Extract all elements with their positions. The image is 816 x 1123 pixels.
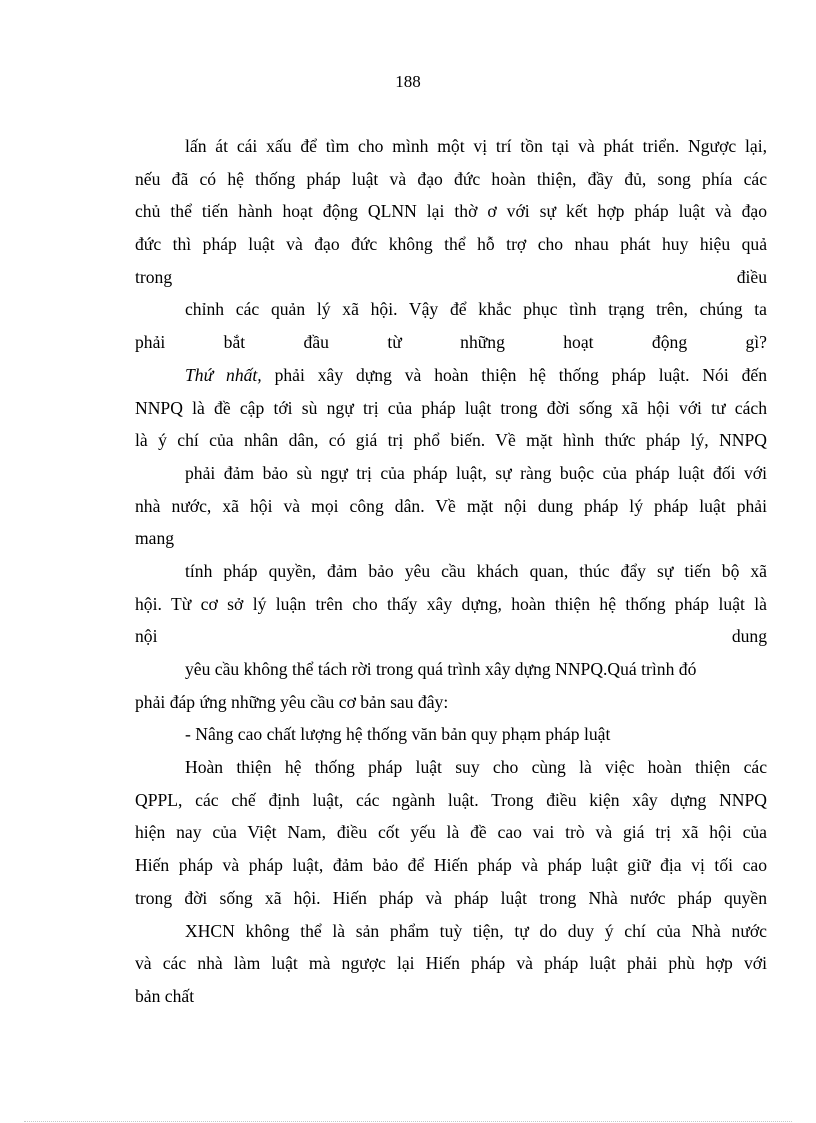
document-body: [135, 130, 767, 1013]
page-number: 188: [395, 72, 421, 91]
text-line: [135, 947, 767, 980]
text-line: [135, 653, 767, 686]
word: dung: [731, 626, 767, 647]
word: bắt: [223, 332, 246, 353]
word: từ: [387, 332, 402, 353]
word: những: [460, 332, 505, 353]
line-text: phải xây dựng và hoàn thiện hệ thống pháp luật. Nói đến: [261, 364, 767, 385]
line-text: hiện nay của Việt Nam, điều cốt yếu là đề cao vai trò và giá trị xã hội của: [135, 822, 767, 843]
text-line: [135, 686, 767, 719]
line-text: Hoàn thiện hệ thống pháp luật suy cho cùng là việc hoàn thiện các: [185, 757, 767, 778]
text-line: [135, 293, 767, 326]
word: điều: [736, 266, 767, 287]
line-text: hội. Từ cơ sở lý luận trên cho thấy xây dựng, hoàn thiện hệ thống pháp luật là: [135, 593, 767, 614]
word: trong: [135, 266, 173, 287]
text-line: [135, 522, 767, 555]
line-text: mang: [135, 528, 175, 549]
text-line: [135, 588, 767, 621]
line-text: QPPL, các chế định luật, các ngành luật. Trong điều kiện xây dựng NNPQ: [135, 789, 767, 810]
line-text: phải đảm bảo sù ngự trị của pháp luật, sự ràng buộc của pháp luật đối với: [185, 462, 767, 483]
word: đầu: [303, 332, 329, 353]
text-line: [135, 490, 767, 523]
line-text: yêu cầu không thể tách rời trong quá trình xây dựng NNPQ.Quá trình đó: [185, 659, 697, 679]
line-text: chủ thể tiến hành hoạt động QLNN lại thờ ơ với sự kết hợp pháp luật và đạo: [135, 201, 767, 222]
text-line: [135, 816, 767, 849]
text-line: [135, 980, 767, 1013]
line-text: là ý chí của nhân dân, có giá trị phổ biến. Về mặt hình thức pháp lý, NNPQ: [135, 430, 767, 451]
page-bottom-divider: [24, 1121, 792, 1122]
word: gì?: [745, 332, 767, 353]
word: nội: [135, 626, 158, 647]
line-text: trong đời sống xã hội. Hiến pháp và pháp luật trong Nhà nước pháp quyền: [135, 887, 767, 908]
text-line: [135, 849, 767, 882]
text-line: [135, 228, 767, 261]
word: hoạt: [563, 332, 594, 353]
text-line: [135, 130, 767, 163]
text-line: [135, 555, 767, 588]
text-line: [135, 751, 767, 784]
text-line: [135, 163, 767, 196]
word: động: [651, 332, 688, 353]
text-line: [135, 261, 767, 294]
text-line: [135, 620, 767, 653]
line-text: lấn át cái xấu để tìm cho mình một vị trí tồn tại và phát triển. Ngược lại,: [185, 136, 767, 156]
text-line: [135, 392, 767, 425]
text-line: [135, 326, 767, 359]
text-line: [135, 457, 767, 490]
line-text: - Nâng cao chất lượng hệ thống văn bản quy phạm pháp luật: [185, 724, 611, 745]
line-text: tính pháp quyền, đảm bảo yêu cầu khách quan, thúc đẩy sự tiến bộ xã: [185, 560, 767, 581]
text-line: [135, 915, 767, 948]
text-line: [135, 359, 767, 392]
text-line: [135, 718, 767, 751]
line-text: và các nhà làm luật mà ngược lại Hiến pháp và pháp luật phải phù hợp với: [135, 953, 767, 974]
line-text: chỉnh các quản lý xã hội. Vậy để khắc phục tình trạng trên, chúng ta: [185, 299, 767, 320]
line-text: XHCN không thể là sản phẩm tuỳ tiện, tự do duy ý chí của Nhà nước: [185, 920, 767, 941]
italic-lead: Thứ nhất,: [185, 364, 262, 385]
line-text: phải đáp ứng những yêu cầu cơ bản sau đây:: [135, 691, 449, 712]
text-line: [135, 784, 767, 817]
line-text: Hiến pháp và pháp luật, đảm bảo để Hiến pháp và pháp luật giữ địa vị tối cao: [135, 855, 767, 876]
line-text: nhà nước, xã hội và mọi công dân. Về mặt nội dung pháp lý pháp luật phải: [135, 495, 767, 516]
line-text: nếu đã có hệ thống pháp luật và đạo đức hoàn thiện, đầy đủ, song phía các: [135, 168, 767, 189]
line-text: đức thì pháp luật và đạo đức không thể hỗ trợ cho nhau phát huy hiệu quả: [135, 234, 767, 255]
line-text: bản chất: [135, 985, 195, 1006]
text-line: [135, 195, 767, 228]
word: phải: [135, 332, 166, 353]
line-text: NNPQ là đề cập tới sù ngự trị của pháp luật trong đời sống xã hội với tư cách: [135, 397, 767, 418]
text-line: [135, 424, 767, 457]
text-line: [135, 882, 767, 915]
